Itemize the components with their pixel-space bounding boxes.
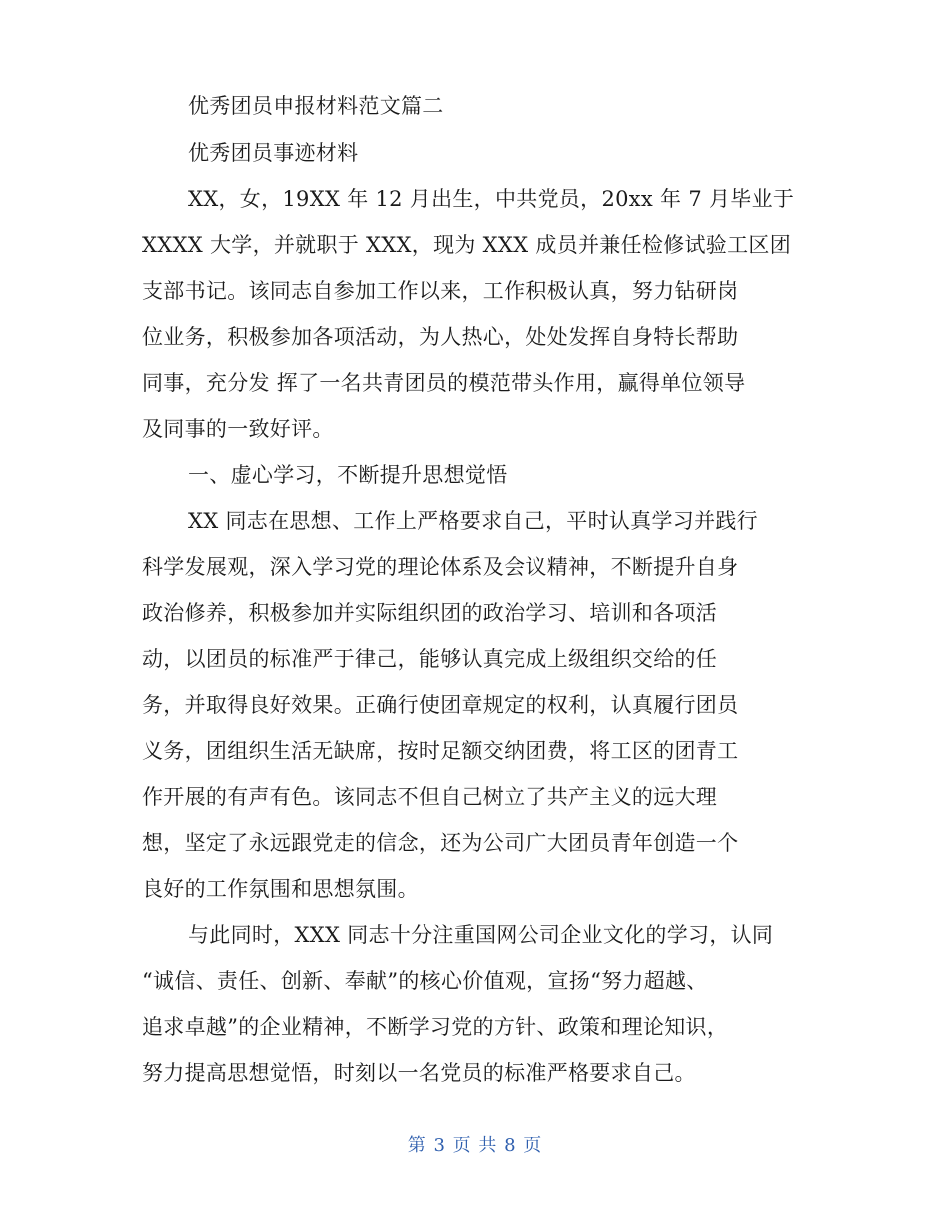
paragraph-line: 科学发展观，深入学习党的理论体系及会议精神，不断提升自身 <box>142 555 739 579</box>
paragraph-line: 务，并取得良好效果。正确行使团章规定的权利，认真履行团员 <box>142 693 739 717</box>
document-subheading: 优秀团员事迹材料 <box>188 141 359 165</box>
paragraph-line: “诚信、责任、创新、奉献”的核心价值观，宣扬“努力超越、 <box>142 969 708 993</box>
paragraph-line: XXXX 大学，并就职于 XXX，现为 XXX 成员并兼任检修试验工区团 <box>142 233 792 257</box>
paragraph-line: 同事，充分发 挥了一名共青团员的模范带头作用，赢得单位领导 <box>142 371 746 395</box>
paragraph-line: XX 同志在思想、工作上严格要求自己，平时认真学习并践行 <box>188 509 758 533</box>
document-heading: 优秀团员申报材料范文篇二 <box>188 94 444 118</box>
paragraph-line: 想，坚定了永远跟党走的信念，还为公司广大团员青年创造一个 <box>142 831 739 855</box>
paragraph-line: 与此同时，XXX 同志十分注重国网公司企业文化的学习，认同 <box>188 923 774 947</box>
paragraph-line: 政治修养，积极参加并实际组织团的政治学习、培训和各项活 <box>142 601 718 625</box>
paragraph-line: 及同事的一致好评。 <box>142 417 334 441</box>
paragraph-line: XX，女，19XX 年 12 月出生，中共党员，20xx 年 7 月毕业于 <box>188 187 795 211</box>
paragraph-line: 良好的工作氛围和思想氛围。 <box>142 877 419 901</box>
paragraph-line: 努力提高思想觉悟，时刻以一名党员的标准严格要求自己。 <box>142 1061 696 1085</box>
page-number-footer: 第 3 页 共 8 页 <box>407 1135 543 1156</box>
paragraph-line: 作开展的有声有色。该同志不但自己树立了共产主义的远大理 <box>142 785 718 809</box>
paragraph-line: 支部书记。该同志自参加工作以来，工作积极认真，努力钻研岗 <box>142 279 739 303</box>
paragraph-line: 义务，团组织生活无缺席，按时足额交纳团费，将工区的团青工 <box>142 739 739 763</box>
paragraph-line: 动，以团员的标准严于律己，能够认真完成上级组织交给的任 <box>142 647 718 671</box>
paragraph-line: 位业务，积极参加各项活动，为人热心，处处发挥自身特长帮助 <box>142 325 739 349</box>
paragraph-line: 追求卓越”的企业精神，不断学习党的方针、政策和理论知识， <box>142 1015 729 1039</box>
section-title: 一、虚心学习，不断提升思想觉悟 <box>188 463 508 487</box>
